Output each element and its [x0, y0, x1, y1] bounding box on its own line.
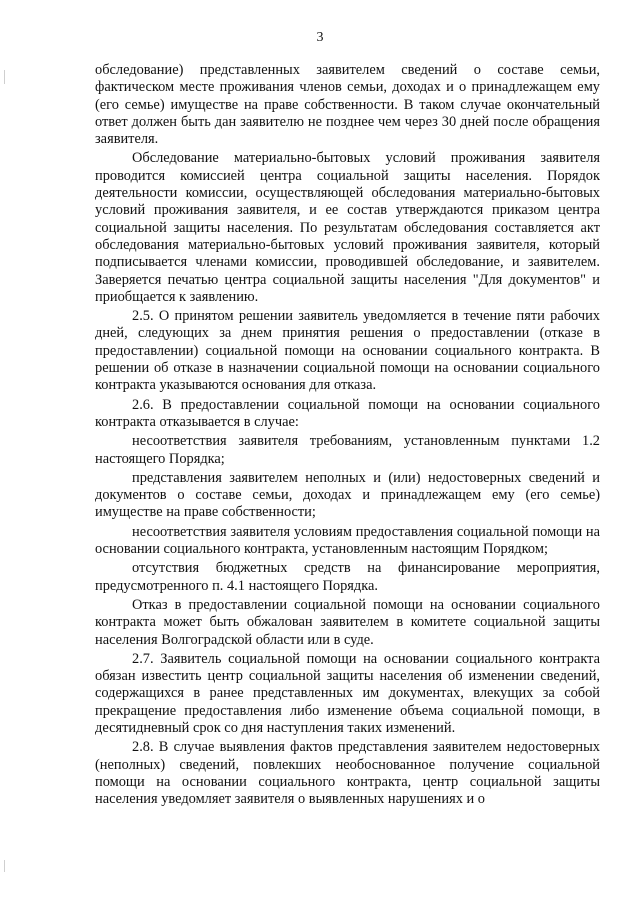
paragraph-appeal: Отказ в предоставлении социальной помощи на основании социального контракта может быть обжалован заявителем в комитете социальной защиты населения Волгоградской области или в суде. — [95, 596, 600, 648]
paragraph-2-5: 2.5. О принятом решении заявитель уведомляется в течение пяти рабочих дней, следующих за днем принятия решения о предоставлении (отказе в предоставлении) социальной помощи на основании социального контракта. В решении об отказе в назначении социальной помощи на основании социального контракта указываются основания для отказа. — [95, 308, 600, 394]
refusal-reason-3: несоответствия заявителя условиям предоставления социальной помощи на основании социального контракта, установленным настоящим Порядком; — [95, 523, 600, 558]
paragraph-2-8: 2.8. В случае выявления фактов представления заявителем недостоверных (неполных) сведений, повлекших необоснованное получение социальной помощи на основании социального контракта, центр социальной защиты населения уведомляет заявителя о выявленных нарушениях и о — [95, 739, 600, 808]
paragraph-2-7: 2.7. Заявитель социальной помощи на основании социального контракта обязан известить центр социальной защиты населения об изменении сведений, содержащихся в ранее представленных им документах, влекущих за собой прекращение предоставления либо изменение объема социальной помощи, в десятидневный срок со дня наступления таких изменений. — [95, 650, 600, 736]
refusal-reason-4: отсутствия бюджетных средств на финансирование мероприятия, предусмотренного п. 4.1 настоящего Порядка. — [95, 560, 600, 594]
document-body — [95, 62, 600, 808]
paragraph-continuation: обследование) представленных заявителем сведений о составе семьи, фактическом месте проживания членов семьи, доходах и о принадлежащем ему (его семье) имуществе на праве собственности. В таком случае окончательный ответ должен быть дан заявителю не позднее чем через 30 дней после обращения заявителя. — [95, 62, 600, 148]
scan-edge-mark — [4, 70, 5, 84]
refusal-reason-2: представления заявителем неполных и (или) недостоверных сведений и документов о составе семьи, доходах и принадлежащем ему (его семье) имуществе на праве собственности; — [95, 469, 600, 521]
scan-edge-mark — [4, 860, 5, 872]
refusal-reason-1: несоответствия заявителя требованиям, установленным пунктами 1.2 настоящего Порядка; — [95, 433, 600, 467]
page-number: 3 — [316, 30, 324, 45]
paragraph-2-6: 2.6. В предоставлении социальной помощи на основании социального контракта отказывается в случае: — [95, 396, 600, 430]
paragraph-inspection: Обследование материально-бытовых условий проживания заявителя проводится комиссией центра социальной защиты населения. Порядок деятельности комиссии, осуществляющей обследования материально-бытовых условий проживания заявителя, и ее состав утверждаются приказом центра социальной защиты населения. По результатам обследования составляется акт обследования материально-бытовых условий проживания заявителя, который подписывается членами комиссии, проводившей обследование, и заявителем. Заверяется печатью центра социальной защиты населения "Для документов" и приобщается к заявлению. — [95, 150, 600, 305]
